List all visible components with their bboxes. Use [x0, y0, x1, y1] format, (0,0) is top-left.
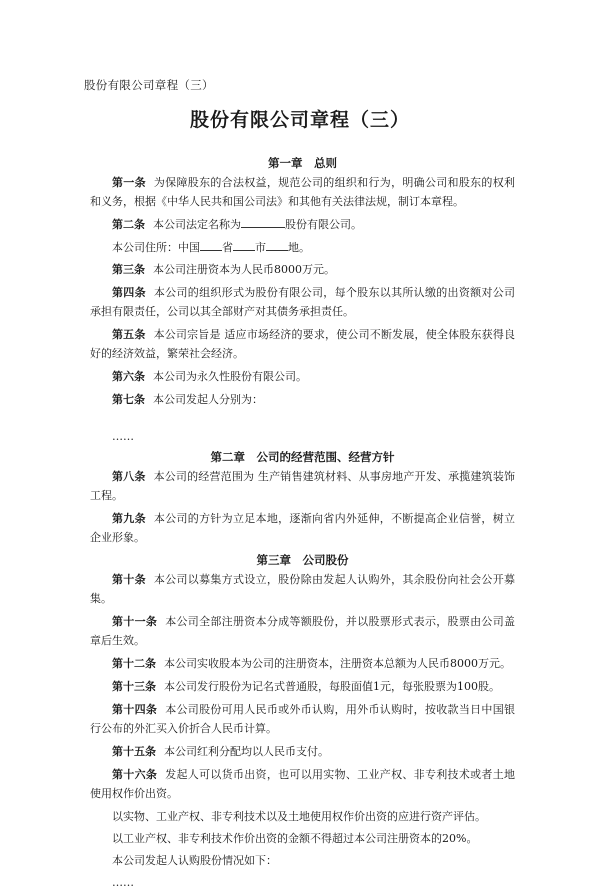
article-label: 第三条 [112, 263, 145, 276]
article-text: 本公司的组织形式为股份有限公司，每个股东以其所认缴的出资额对公司承担有限责任，公司以其全部财产对其债务承担责任。 [90, 286, 516, 318]
ellipsis: …… [112, 430, 134, 443]
article-13 [90, 677, 515, 696]
article-text: 本公司的方针为立足本地，逐渐向省内外延伸，不断提高企业信誉，树立企业形象。 [90, 512, 516, 544]
article-label: 第五条 [112, 328, 146, 341]
paragraph: 本公司发起人认购股份情况如下： [112, 854, 277, 867]
article-text: 本公司注册资本为人民币8000万元。 [153, 263, 335, 276]
article-text: 发起人可以货币出资，也可以用实物、工业产权、非专利技术或者土地使用权作价出资。 [90, 768, 516, 800]
article-label: 第十四条 [112, 703, 158, 716]
document-title: 股份有限公司章程（三） [189, 109, 410, 131]
article-label: 第十六条 [112, 768, 158, 781]
article-12 [90, 654, 515, 673]
article-text: 本公司法定名称为 [153, 218, 241, 231]
article-label: 第四条 [112, 286, 146, 299]
document-header: 股份有限公司章程（三） [84, 78, 214, 92]
article-6 [90, 367, 515, 386]
article-label: 第一条 [112, 176, 146, 189]
article-1 [90, 173, 515, 211]
article-16 [90, 765, 515, 803]
address-city-label: 市 [255, 241, 266, 254]
chapter-heading-1: 第一章 总则 [268, 156, 337, 170]
address-place-label: 地。 [288, 241, 310, 254]
address-line [90, 238, 515, 257]
article-text: 本公司发行股份为记名式普通股，每股面值1元，每张股票为100股。 [164, 680, 500, 693]
article-2 [90, 215, 515, 234]
article-text: 股份有限公司。 [285, 218, 362, 231]
blank-place [266, 239, 288, 251]
article-5 [90, 325, 515, 363]
article-text: 为保障股东的合法权益，规范公司的组织和行为，明确公司和股东的权利和义务，根据《中华人民共和国公司法》和其他有关法律法规，制订本章程。 [90, 176, 516, 208]
article-text: 本公司宗旨是 适应市场经济的要求，使公司不断发展，使全体股东获得良好的经济效益，繁荣社会经济。 [90, 328, 515, 360]
article-label: 第十二条 [112, 657, 156, 670]
article-9 [90, 509, 515, 547]
article-14 [90, 700, 515, 738]
article-text: 本公司为永久性股份有限公司。 [153, 370, 307, 383]
address-province-label: 省 [222, 241, 233, 254]
blank-company-name [241, 216, 285, 228]
article-text: 本公司的经营范围为 生产销售建筑材料、从事房地产开发、承揽建筑装饰工程。 [90, 470, 515, 502]
article-8 [90, 467, 515, 505]
article-4 [90, 283, 515, 321]
article-label: 第十三条 [112, 680, 156, 693]
article-15 [90, 742, 515, 761]
article-text: 本公司实收股本为公司的注册资本，注册资本总额为人民币8000万元。 [164, 657, 511, 670]
paragraph: 以实物、工业产权、非专利技术以及土地使用权作价出资的应进行资产评估。 [112, 810, 486, 823]
article-7 [90, 390, 515, 409]
article-label: 第六条 [112, 370, 145, 383]
article-label: 第十五条 [112, 745, 156, 758]
article-text: 本公司以募集方式设立，股份除由发起人认购外，其余股份向社会公开募集。 [90, 573, 516, 605]
article-label: 第十一条 [112, 615, 158, 628]
address-prefix: 本公司住所：中国 [112, 241, 200, 254]
article-label: 第七条 [112, 393, 145, 406]
article-10 [90, 570, 515, 608]
article-label: 第二条 [112, 218, 145, 231]
article-text: 本公司股份可用人民币或外币认购，用外币认购时，按收款当日中国银行公布的外汇买入价折合人民币计算。 [90, 703, 516, 735]
article-11 [90, 612, 515, 650]
paragraph: 以工业产权、非专利技术作价出资的金额不得超过本公司注册资本的20%。 [112, 832, 478, 845]
article-text: 本公司全部注册资本分成等额股份，并以股票形式表示，股票由公司盖章后生效。 [90, 615, 516, 647]
article-label: 第八条 [112, 470, 146, 483]
blank-province [200, 239, 222, 251]
article-label: 第九条 [112, 512, 146, 525]
blank-city [233, 239, 255, 251]
article-3 [90, 260, 515, 279]
ellipsis: …… [112, 876, 134, 889]
chapter-heading-3: 第三章 公司股份 [256, 553, 349, 567]
article-text: 本公司红利分配均以人民币支付。 [164, 745, 329, 758]
chapter-heading-2: 第二章 公司的经营范围、经营方针 [210, 450, 395, 464]
article-text: 本公司发起人分别为： [153, 393, 263, 406]
article-label: 第十条 [112, 573, 146, 586]
document-body [90, 152, 515, 892]
